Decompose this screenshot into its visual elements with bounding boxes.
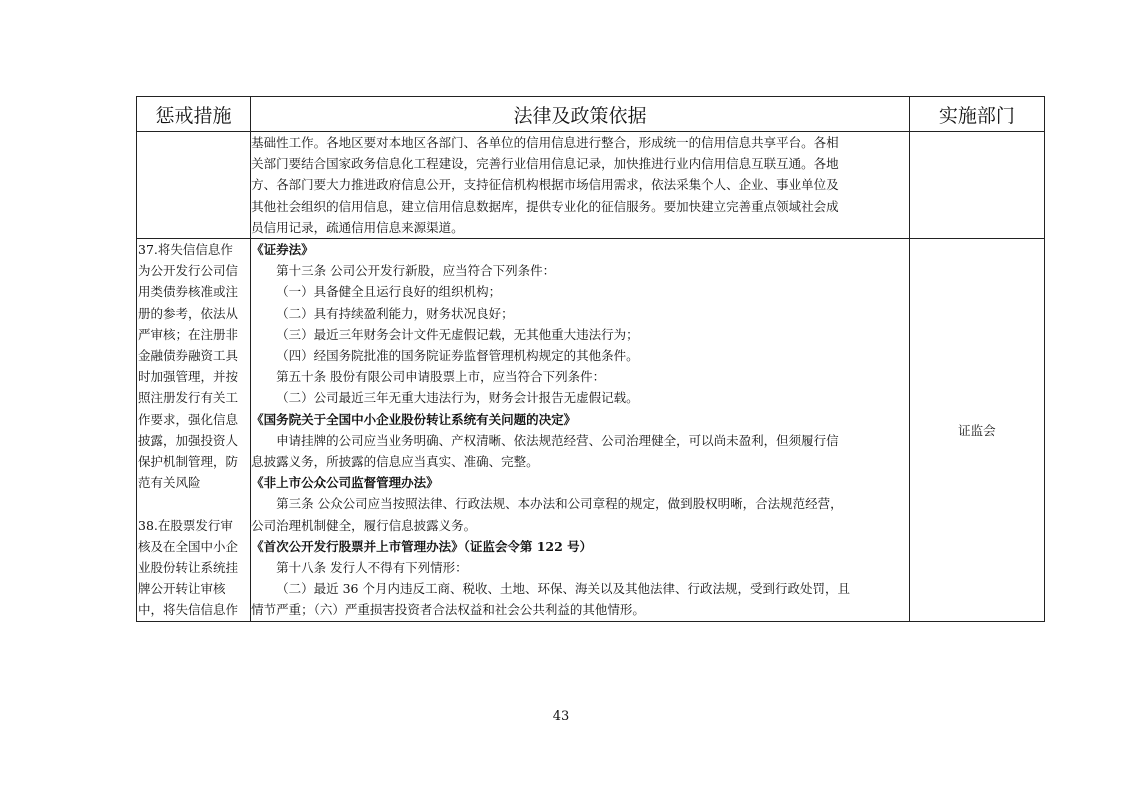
measure-line: 37.将失信信息作 <box>138 242 233 258</box>
measure-line: 金融债券融资工具 <box>138 348 239 364</box>
basis-cell <box>251 239 910 622</box>
policy-table <box>136 96 1045 622</box>
page-number: 43 <box>552 709 570 724</box>
law-title: 《首次公开发行股票并上市管理办法》（证监会令第 122 号） <box>251 538 593 554</box>
basis-line: 其他社会组织的信用信息，建立信用信息数据库，提供专业化的征信服务。要加快建立完善重点领域社会成 <box>251 198 839 214</box>
basis-cell <box>251 132 910 239</box>
measure-cell-empty <box>137 132 251 239</box>
measure-line: 保护机制管理，防 <box>138 454 239 470</box>
table-row <box>137 239 1045 622</box>
basis-line: （三）最近三年财务会计文件无虚假记载，无其他重大违法行为； <box>276 326 639 342</box>
measure-38 <box>138 515 250 621</box>
basis-line: 员信用记录，疏通信用信息来源渠道。 <box>251 219 464 235</box>
measure-line: 中，将失信信息作 <box>138 602 239 618</box>
basis-line: 第五十条 股份有限公司申请股票上市，应当符合下列条件： <box>276 369 606 385</box>
dept-cell-empty <box>909 132 1044 239</box>
measure-37 <box>138 239 250 493</box>
measure-line: 用类债券核准或注 <box>138 284 239 300</box>
basis-line: 第十八条 发行人不得有下列情形： <box>276 560 468 576</box>
measure-line: 严审核；在注册非 <box>138 326 239 342</box>
basis-line: 公司治理机制健全，履行信息披露义务。 <box>251 517 477 533</box>
measure-line: 为公开发行公司信 <box>138 263 239 279</box>
measure-line: 披露，加强投资人 <box>138 432 239 448</box>
basis-line: （二）最近 36 个月内违反工商、税收、土地、环保、海关以及其他法律、行政法规，受到行政处罚，且 <box>276 581 850 597</box>
measure-line: 业股份转让系统挂 <box>138 560 239 576</box>
law-title: 《国务院关于全国中小企业股份转让系统有关问题的决定》 <box>251 411 577 427</box>
basis-line: 申请挂牌的公司应当业务明确、产权清晰、依法规范经营、公司治理健全，可以尚未盈利，但须履行信 <box>276 432 839 448</box>
table-header-row <box>137 97 1045 132</box>
measure-line: 作要求，强化信息 <box>138 411 239 427</box>
measure-line: 范有关风险 <box>138 475 201 491</box>
basis-line: 第三条 公众公司应当按照法律、行政法规、本办法和公司章程的规定，做到股权明晰，合法规范经营， <box>276 496 843 512</box>
header-measures: 惩戒措施 <box>137 97 251 132</box>
table-row <box>137 132 1045 239</box>
law-title: 《非上市公众公司监督管理办法》 <box>251 475 439 491</box>
measure-line: 38.在股票发行审 <box>138 517 233 533</box>
basis-line: 方、各部门要大力推进政府信息公开，支持征信机构根据市场信用需求，依法采集个人、企业、事业单位及 <box>251 177 839 193</box>
header-legal-basis: 法律及政策依据 <box>251 97 910 132</box>
dept-cell: 证监会 <box>909 239 1044 622</box>
law-title: 《证券法》 <box>251 242 314 258</box>
basis-line: （一）具备健全且运行良好的组织机构； <box>276 284 502 300</box>
basis-line: 息披露义务，所披露的信息应当真实、准确、完整。 <box>251 454 539 470</box>
measure-line: 时加强管理，并按 <box>138 369 239 385</box>
measure-line: 核及在全国中小企 <box>138 538 239 554</box>
basis-line: （二）公司最近三年无重大违法行为，财务会计报告无虚假记载。 <box>276 390 639 406</box>
basis-line: （二）具有持续盈利能力，财务状况良好； <box>276 305 514 321</box>
spacer <box>138 493 250 514</box>
measure-line: 牌公开转让审核 <box>138 581 226 597</box>
header-department: 实施部门 <box>909 97 1044 132</box>
basis-line: 关部门要结合国家政务信息化工程建设，完善行业信用信息记录，加快推进行业内信用信息互联互通。各地 <box>251 156 839 172</box>
basis-line: 情节严重；（六）严重损害投资者合法权益和社会公共利益的其他情形。 <box>251 602 645 618</box>
measure-line: 册的参考，依法从 <box>138 305 239 321</box>
measure-line: 照注册发行有关工 <box>138 390 239 406</box>
measure-cell <box>137 239 251 622</box>
basis-line: 第十三条 公司公开发行新股，应当符合下列条件： <box>276 263 556 279</box>
basis-line: （四）经国务院批准的国务院证券监督管理机构规定的其他条件。 <box>276 348 639 364</box>
basis-line: 基础性工作。各地区要对本地区各部门、各单位的信用信息进行整合，形成统一的信用信息共享平台。各相 <box>251 135 839 150</box>
